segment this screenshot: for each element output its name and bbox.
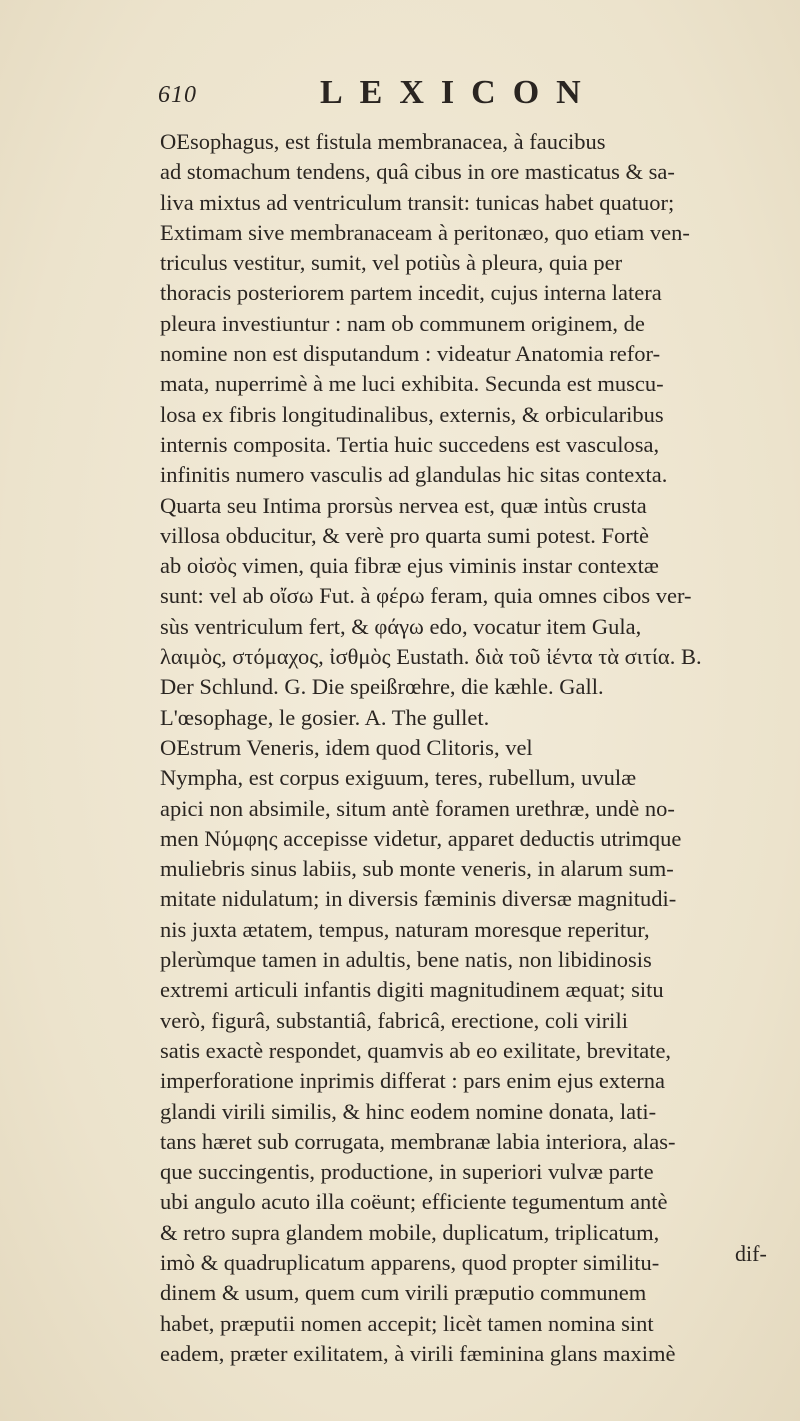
text-line: & retro supra glandem mobile, duplicatum, triplicatum, <box>160 1219 660 1245</box>
text-line: mata, nuperrimè à me luci exhibita. Secunda est muscu- <box>160 371 664 397</box>
text-line: λαιμὸς, στόμαχος, ἰσθμὸς Eustath. διὰ τοῦ ἰέντα τὰ σιτία. B. <box>160 644 702 670</box>
text-line: men Νύμφης accepisse videtur, apparet deductis utrimque <box>160 825 682 851</box>
text-line: internis composita. Tertia huic succedens est vasculosa, <box>160 431 660 457</box>
text-line: ad stomachum tendens, quâ cibus in ore masticatus & sa- <box>160 159 675 185</box>
text-line: Nympha, est corpus exiguum, teres, rubellum, uvulæ <box>160 765 637 791</box>
text-line: tans hæret sub corrugata, membranæ labia interiora, alas- <box>160 1128 676 1154</box>
running-head: LEXICON <box>320 74 598 111</box>
text-line: glandi virili similis, & hinc eodem nomine donata, lati- <box>160 1098 657 1124</box>
text-line: sunt: vel ab οἴσω Fut. à φέρω feram, quia omnes cibos ver- <box>160 583 692 609</box>
text-line: habet, præputii nomen accepit; licèt tamen nomina sint <box>160 1310 654 1336</box>
text-line: L'œsophage, le gosier. A. The gullet. <box>160 704 490 730</box>
text-line: Quarta seu Intima prorsùs nervea est, quæ intùs crusta <box>160 492 647 518</box>
text-line: infinitis numero vasculis ad glandulas hic sitas contexta. <box>160 462 668 488</box>
text-line: Der Schlund. G. Die speißrœhre, die kæhle. Gall. <box>160 674 604 700</box>
text-line: thoracis posteriorem partem incedit, cujus interna latera <box>160 280 662 306</box>
text-line: extremi articuli infantis digiti magnitudinem æquat; situ <box>160 977 664 1003</box>
page-number: 610 <box>158 82 197 108</box>
text-line: OEsophagus, est fistula membranacea, à faucibus <box>160 129 606 154</box>
catchword: dif- <box>735 1241 767 1266</box>
text-line: que succingentis, productione, in superiori vulvæ parte <box>160 1159 654 1185</box>
text-line: verò, figurâ, substantiâ, fabricâ, erectione, coli virili <box>160 1007 628 1033</box>
text-line: imperforatione inprimis differat : pars enim ejus externa <box>160 1068 666 1094</box>
text-line: villosa obducitur, & verè pro quarta sumi potest. Fortè <box>160 522 650 548</box>
text-line: ab οἰσὸς vimen, quia fibræ ejus viminis instar contextæ <box>160 553 659 579</box>
text-line: ubi angulo acuto illa coëunt; efficiente tegumentum antè <box>160 1189 668 1215</box>
text-line: muliebris sinus labiis, sub monte veneris, in alarum sum- <box>160 856 674 882</box>
text-line: satis exactè respondet, quamvis ab eo exilitate, brevitate, <box>160 1037 672 1063</box>
text-line: nomine non est disputandum : videatur Anatomia refor- <box>160 341 661 367</box>
text-line: sùs ventriculum fert, & φάγω edo, vocatur item Gula, <box>160 613 642 639</box>
text-line: nis juxta ætatem, tempus, naturam moresque reperitur, <box>160 916 650 942</box>
text-line: imò & quadruplicatum apparens, quod propter similitu- <box>160 1249 660 1275</box>
text-line: OEstrum Veneris, idem quod Clitoris, vel <box>160 734 533 760</box>
page-header <box>150 72 710 120</box>
text-line: losa ex fibris longitudinalibus, externis, & orbicularibus <box>160 401 664 427</box>
text-line: triculus vestitur, sumit, vel potiùs à pleura, quia per <box>160 250 623 276</box>
text-line: liva mixtus ad ventriculum transit: tunicas habet quatuor; <box>160 189 675 215</box>
text-line: apici non absimile, situm antè foramen urethræ, undè no- <box>160 795 675 821</box>
text-line: eadem, præter exilitatem, à virili fæminina glans maximè <box>160 1340 676 1366</box>
text-line: mitate nidulatum; in diversis fæminis diversæ magnitudi- <box>160 886 677 912</box>
text-line: plerùmque tamen in adultis, bene natis, non libidinosis <box>160 947 652 973</box>
text-line: pleura investiuntur : nam ob communem originem, de <box>160 310 645 336</box>
text-line: dinem & usum, quem cum virili præputio communem <box>160 1280 647 1306</box>
body-text <box>160 127 788 1369</box>
text-line: Extimam sive membranaceam à peritonæo, quo etiam ven- <box>160 219 690 245</box>
